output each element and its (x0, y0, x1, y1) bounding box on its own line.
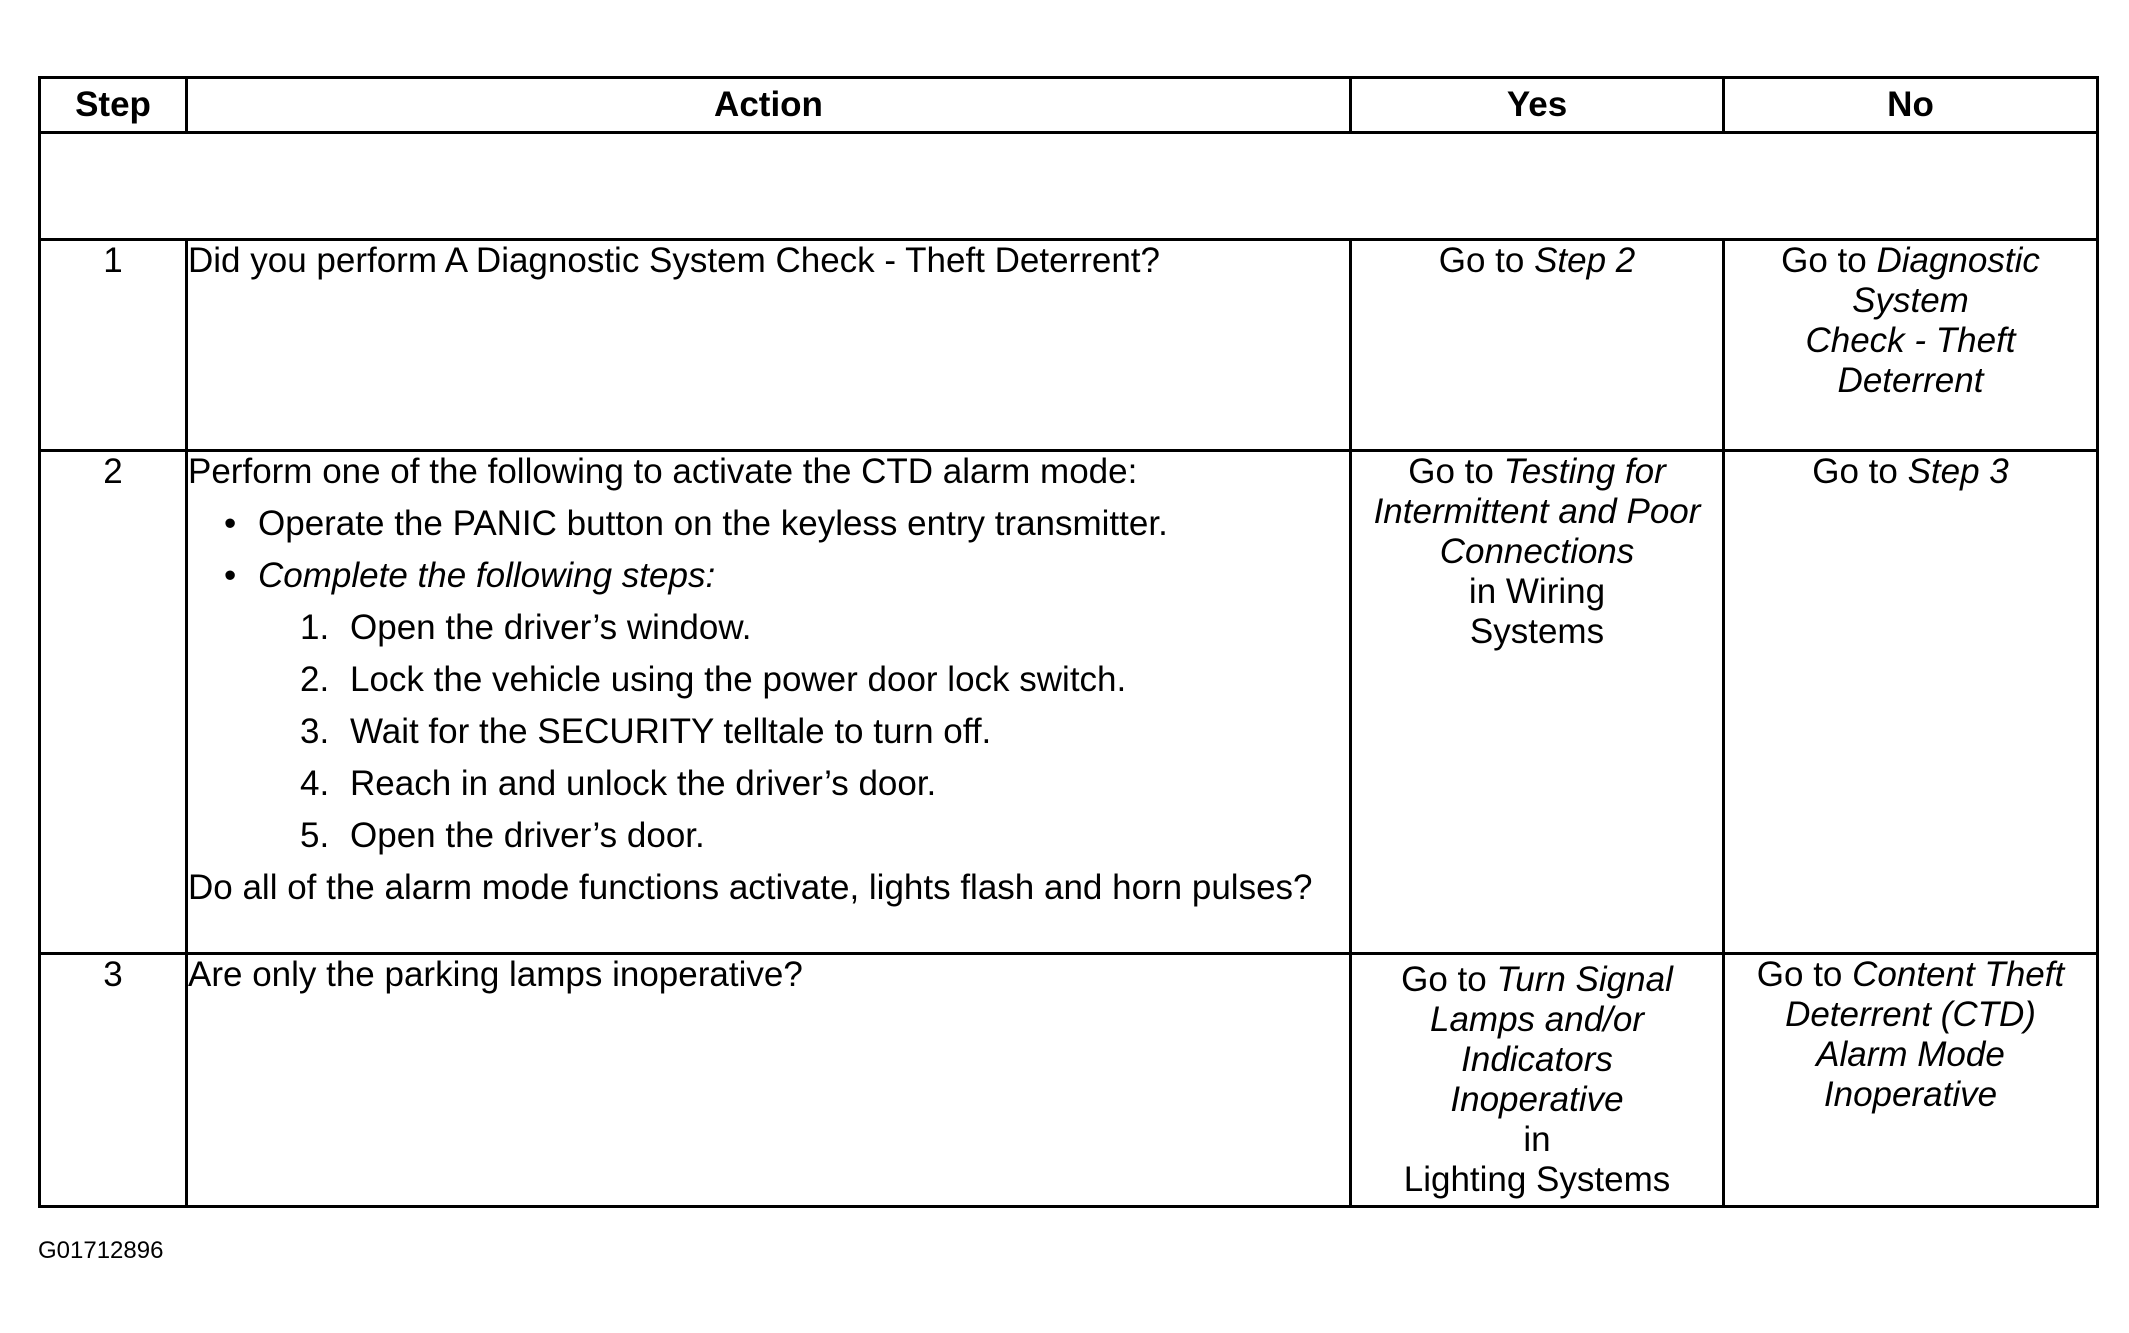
numbered-step: 5. Open the driver’s door. (300, 816, 705, 855)
table-row (40, 954, 2098, 1207)
yes-result: Go to Step 2 (1438, 241, 1636, 280)
step-number: 3 (40, 954, 187, 1207)
header-step: Step (40, 78, 187, 133)
diagnostic-table (38, 76, 2099, 1208)
yes-cell (1351, 954, 1724, 1207)
yes-result: Go to Testing for Intermittent and Poor Connections in Wiring Systems (1373, 452, 1701, 651)
table-header-row (40, 78, 2098, 133)
header-action: Action (187, 78, 1351, 133)
bullet-item: • Complete the following steps: (224, 556, 716, 595)
step-reference: Step 3 (1907, 452, 2009, 491)
bullet-mark: • (224, 504, 237, 543)
no-cell (1724, 451, 2098, 954)
table-row (40, 240, 2098, 451)
yes-cell (1351, 451, 1724, 954)
blank-cell (40, 133, 2098, 240)
header-no: No (1724, 78, 2098, 133)
figure-id: G01712896 (38, 1237, 164, 1264)
action-cell (187, 954, 1351, 1207)
bullet-item: • Operate the PANIC button on the keyless entry transmitter. (224, 504, 1168, 543)
action-intro: Perform one of the following to activate the CTD alarm mode: (188, 452, 1138, 491)
header-yes: Yes (1351, 78, 1724, 133)
yes-cell (1351, 240, 1724, 451)
action-question: Do all of the alarm mode functions activate, lights flash and horn pulses? (188, 868, 1313, 907)
step-number: 1 (40, 240, 187, 451)
numbered-step: 2. Lock the vehicle using the power door lock switch. (300, 660, 1127, 699)
action-text: Did you perform A Diagnostic System Check - Theft Deterrent? (188, 241, 1160, 280)
yes-result: Go to Turn Signal Lamps and/or Indicators Inoperative in Lighting Systems (1401, 960, 1673, 1199)
numbered-step: 3. Wait for the SECURITY telltale to turn off. (300, 712, 992, 751)
bullet-mark: • (224, 556, 237, 595)
action-cell (187, 451, 1351, 954)
no-cell (1724, 240, 2098, 451)
step-number: 2 (40, 451, 187, 954)
no-result: Go to Diagnostic System Check - Theft Deterrent (1781, 241, 2040, 400)
action-cell (187, 240, 1351, 451)
no-result: Go to Content Theft Deterrent (CTD) Alarm Mode Inoperative (1756, 955, 2065, 1114)
no-cell (1724, 954, 2098, 1207)
action-text: Are only the parking lamps inoperative? (188, 955, 803, 994)
numbered-step: 1. Open the driver’s window. (300, 608, 752, 647)
no-result: Go to Step 3 (1812, 452, 2009, 491)
numbered-step: 4. Reach in and unlock the driver’s door. (300, 764, 937, 803)
blank-row (40, 133, 2098, 240)
step-reference: Step 2 (1534, 241, 1636, 280)
table-row (40, 451, 2098, 954)
